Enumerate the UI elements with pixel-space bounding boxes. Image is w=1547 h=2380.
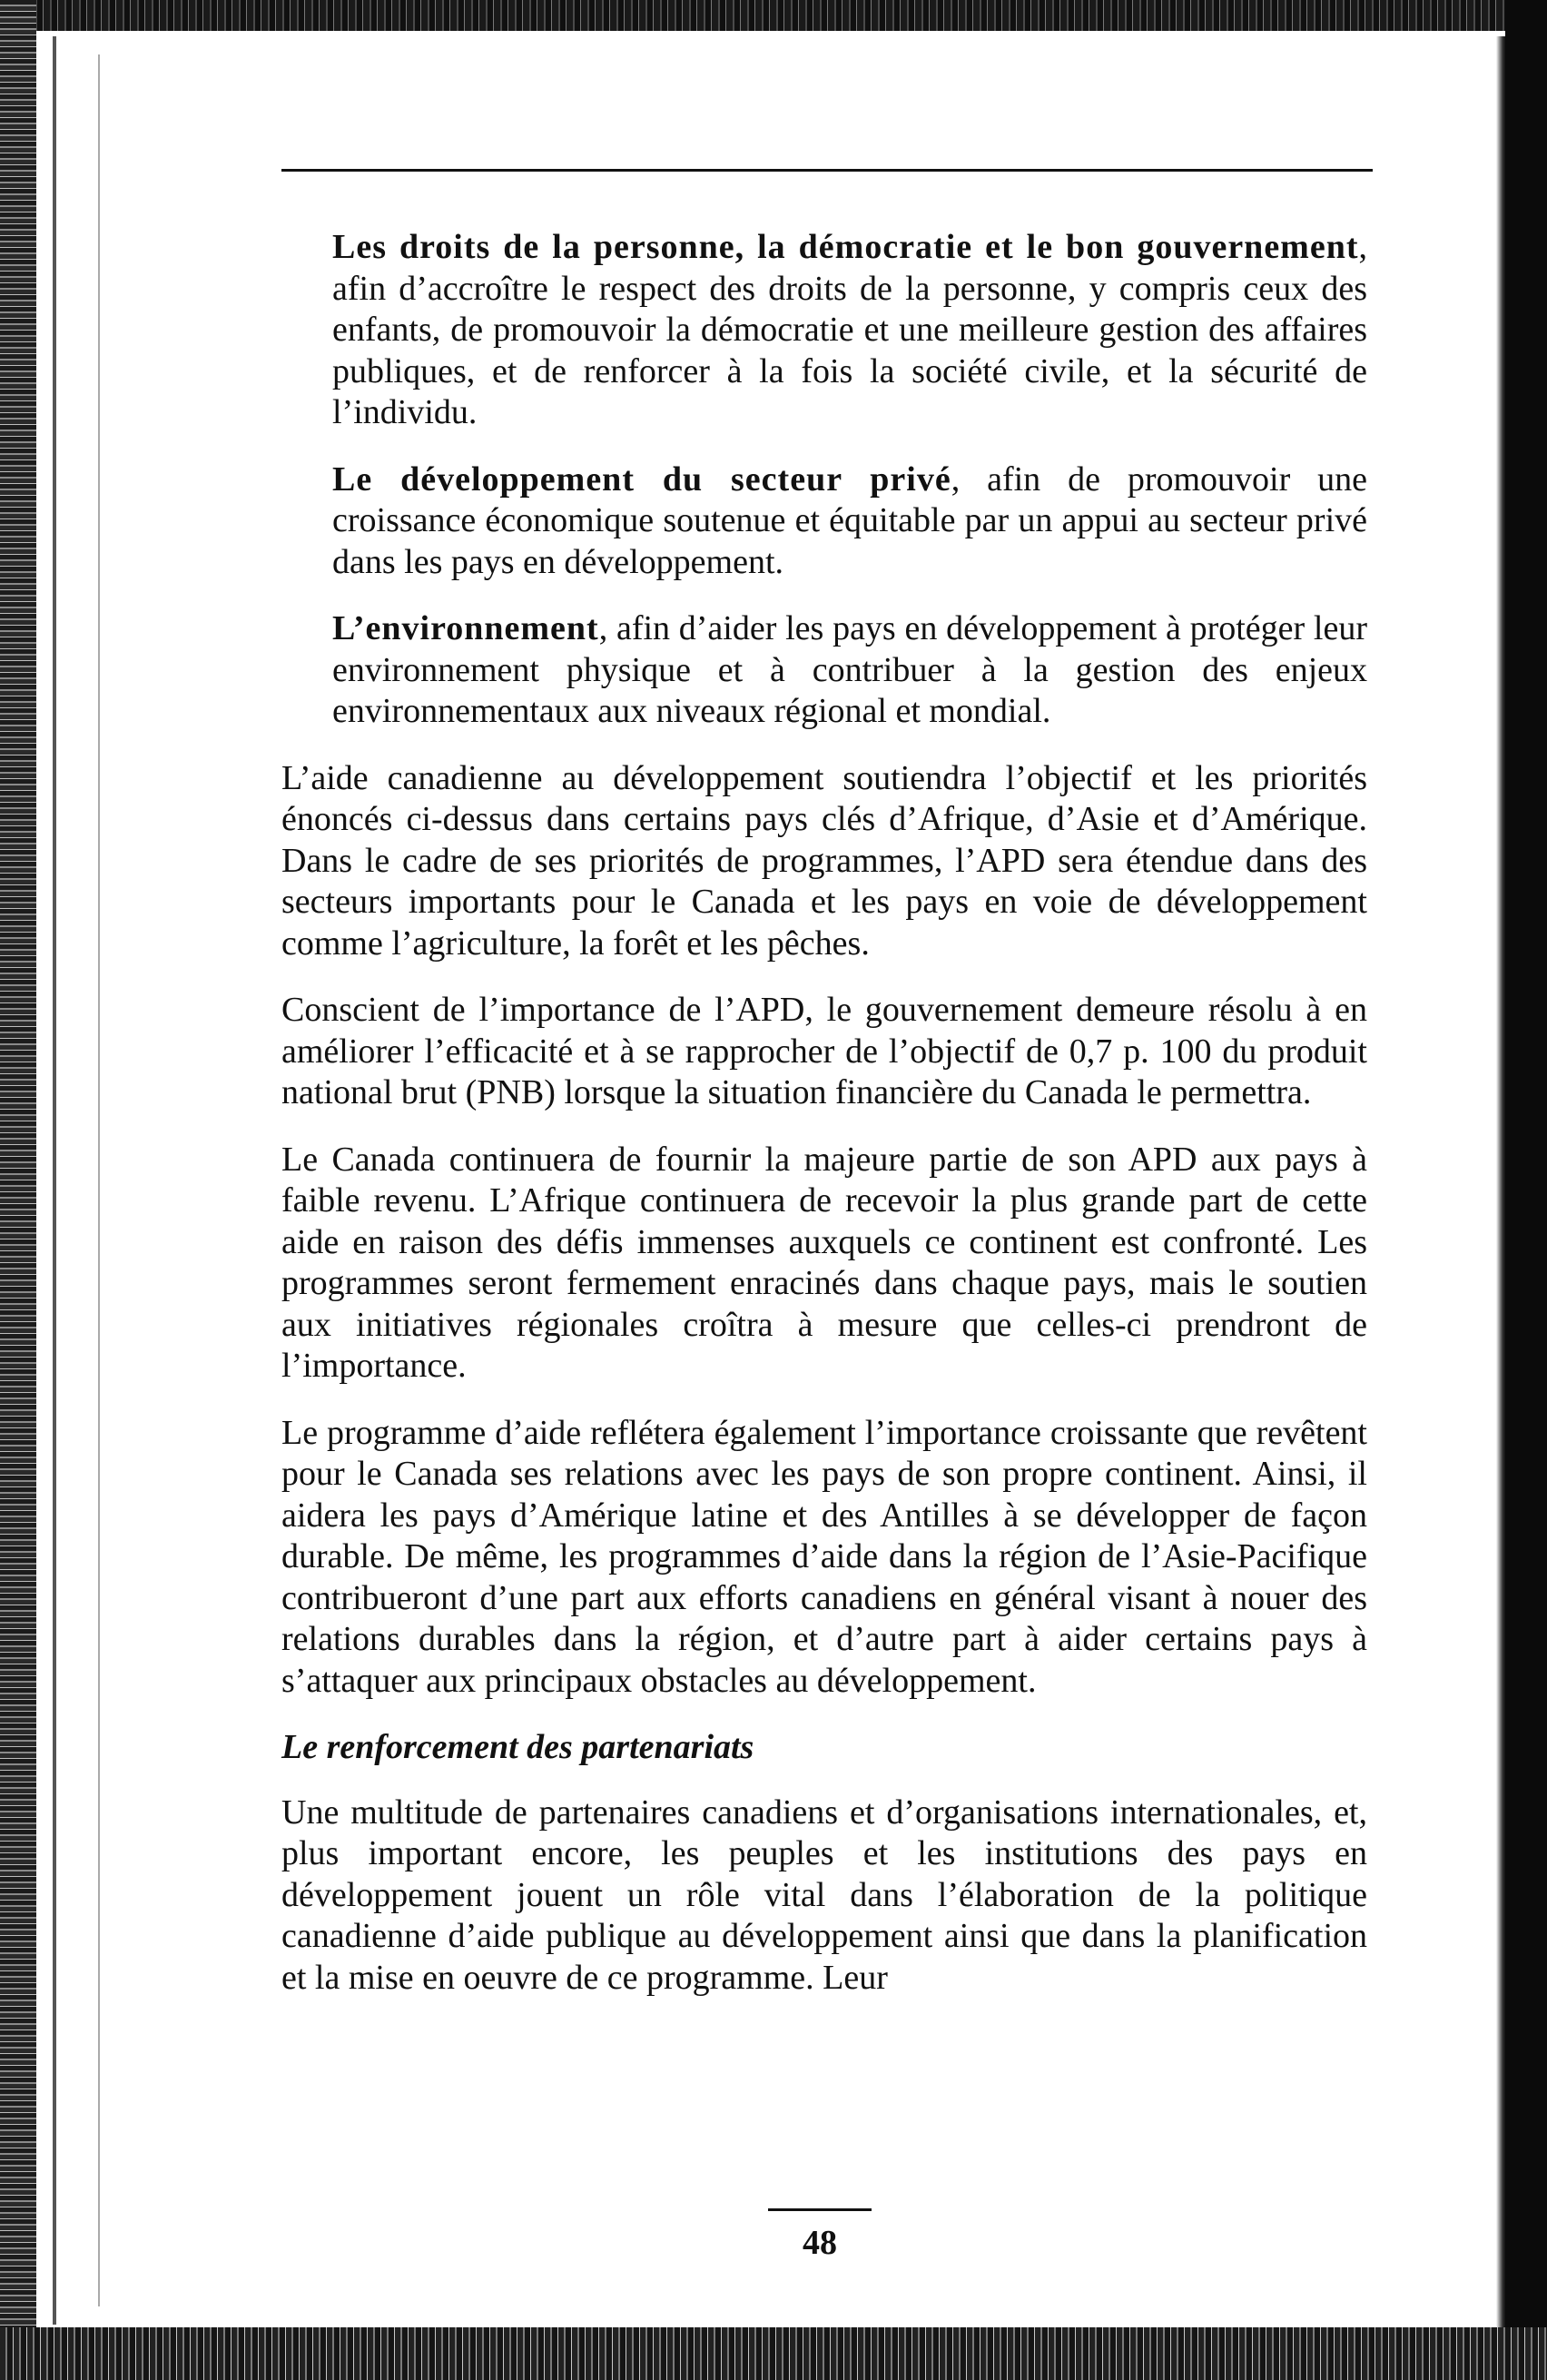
priority-human-rights [332, 227, 1367, 434]
body-paragraph: L’aide canadienne au développement soutiendra l’objectif et les priorités énoncés ci-dessus dans certains pays clés d’Afrique, d’Asie et d’Amérique. Dans le cadre de ses priorités de programmes, l’APD sera étendue dans des secteurs importants pour le Canada et les pays en voie de développement comme l’agriculture, la forêt et les pêches. [281, 758, 1367, 963]
priority-heading: Le développement du secteur privé [332, 459, 951, 499]
scan-border-top [0, 0, 1547, 31]
priority-heading: L’environnement [332, 609, 599, 647]
scan-border-bottom [0, 2327, 1547, 2380]
priority-text: , afin d’aider les pays en développement à protéger leur environnement physique et à contribuer à la gestion des enjeux environnementaux aux niveaux régional et mondial. [332, 609, 1367, 730]
footer-rule [768, 2208, 872, 2211]
header-rule [281, 169, 1373, 172]
body-paragraph: Le programme d’aide reflétera également l’importance croissante que revêtent pour le Canada ses relations avec les pays de son propre continent. Ainsi, il aidera les pays d’Amérique latine et des Antilles à se développer de façon durable. De même, les programmes d’aide dans la région de l’Asie-Pacifique contribueront d’une part aux efforts canadiens en général visant à nouer des relations durables dans la région, et d’autre part à aider certains pays à s’attaquer aux principaux obstacles au développement. [281, 1413, 1367, 1700]
section-subheading: Le renforcement des partenariats [281, 1728, 754, 1766]
scan-page-edge-shadow [1496, 36, 1505, 2361]
body-paragraph-final: Une multitude de partenaires canadiens et d’organisations internationales, et, plus important encore, les peuples et les institutions des pays en développement jouent un rôle vital dans l’élaboration de la politique canadienne d’aide publique au développement ainsi que dans la planification et la mise en oeuvre de ce programme. Leur [281, 1792, 1367, 1997]
body-paragraph: Le Canada continuera de fournir la majeure partie de son APD aux pays à faible revenu. L’Afrique continuera de recevoir la plus grande part de cette aide en raison des défis immenses auxquels ce continent est confronté. Les programmes seront fermement enracinés dans chaque pays, mais le soutien aux initiatives régionales croîtra à mesure que celles-ci prendront de l’importance. [281, 1140, 1367, 1385]
scan-border-right [1505, 0, 1547, 2380]
page-body [281, 227, 1367, 2024]
priority-environment [332, 608, 1367, 733]
priority-text: , afin de promouvoir une croissance économique soutenue et équitable par un appui au secteur privé dans les pays en développement. [332, 459, 1368, 581]
body-paragraph: Conscient de l’importance de l’APD, le gouvernement demeure résolu à en améliorer l’efficacité et à se rapprocher de l’objectif de 0,7 p. 100 du produit national brut (PNB) lorsque la situation financière du Canada le permettra. [281, 991, 1367, 1111]
priority-heading: Les droits de la personne, la démocratie et le bon gouvernement [332, 228, 1359, 266]
scan-border-left [0, 0, 36, 2380]
page-number: 48 [803, 2224, 837, 2262]
scan-binding-line [53, 36, 56, 2325]
priority-private-sector [332, 459, 1367, 584]
scan-binding-line-faint [98, 54, 100, 2306]
priority-text: , afin d’accroître le respect des droits de la personne, y compris ceux des enfants, de promouvoir la démocratie et une meilleure gestion des affaires publiques, et de renforcer à la fois la société civile, et la sécurité de l’individu. [332, 228, 1367, 431]
